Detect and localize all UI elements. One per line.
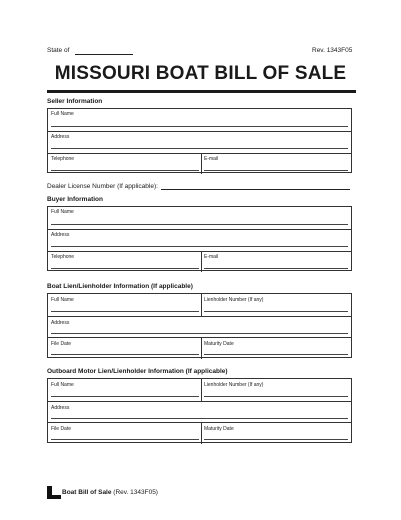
document-title: MISSOURI BOAT BILL OF SALE	[54, 63, 347, 84]
seller-contact-row	[48, 153, 351, 174]
seller-telephone-label: Telephone	[51, 156, 75, 162]
boat-lien-dates-row	[48, 337, 351, 359]
boat-lien-file-date-label: File Date	[51, 341, 72, 347]
buyer-full-name-field[interactable]	[51, 224, 348, 225]
boat-lien-number-field[interactable]	[204, 311, 348, 312]
motor-lien-address-row	[48, 401, 351, 423]
boat-lien-maturity-date-label: Maturity Date	[204, 341, 234, 347]
seller-info-box	[47, 108, 352, 173]
buyer-contact-row	[48, 251, 351, 272]
motor-lien-dates-row	[48, 422, 351, 444]
buyer-telephone-field[interactable]	[51, 268, 199, 269]
footer-doc-title	[62, 489, 158, 496]
boat-lien-address-field[interactable]	[51, 333, 348, 334]
motor-lien-dates-divider	[201, 423, 202, 444]
seller-email-label: E-mail	[204, 156, 219, 162]
boat-lien-address-row	[48, 316, 351, 338]
seller-full-name-field[interactable]	[51, 126, 348, 127]
boat-lien-box	[47, 293, 352, 358]
seller-address-field[interactable]	[51, 148, 348, 149]
motor-lien-name-row	[48, 379, 351, 401]
seller-email-field[interactable]	[204, 170, 348, 171]
footer-doc-name: Boat Bill of Sale	[62, 489, 112, 496]
motor-lien-address-label: Address	[51, 405, 70, 411]
revision-number: Rev. 1343F05	[312, 47, 353, 54]
motor-lien-file-date-label: File Date	[51, 426, 72, 432]
buyer-telephone-label: Telephone	[51, 254, 75, 260]
buyer-full-name-row	[48, 207, 351, 229]
dealer-license-field[interactable]	[161, 189, 350, 190]
seller-address-row	[48, 131, 351, 154]
footer-doc-code: (Rev. 1343F05)	[113, 489, 158, 496]
buyer-full-name-label: Full Name	[51, 209, 74, 215]
buyer-address-field[interactable]	[51, 246, 348, 247]
buyer-email-label: E-mail	[204, 254, 219, 260]
boat-lien-dates-divider	[201, 338, 202, 359]
title-divider	[47, 90, 356, 93]
seller-address-label: Address	[51, 134, 70, 140]
boat-lien-address-label: Address	[51, 320, 70, 326]
buyer-address-label: Address	[51, 232, 70, 238]
motor-lien-full-name-label: Full Name	[51, 382, 74, 388]
motor-lien-file-date-field[interactable]	[51, 439, 199, 440]
motor-lien-heading: Outboard Motor Lien/Lienholder Information (If applicable)	[47, 368, 228, 375]
boat-lien-full-name-label: Full Name	[51, 297, 74, 303]
buyer-info-box	[47, 206, 352, 271]
boat-lien-full-name-field[interactable]	[51, 311, 199, 312]
boat-lien-heading: Boat Lien/Lienholder Information (If applicable)	[47, 283, 193, 290]
seller-full-name-row	[48, 109, 351, 131]
boat-lien-name-row	[48, 294, 351, 316]
buyer-heading: Buyer Information	[47, 196, 103, 203]
motor-lien-full-name-field[interactable]	[51, 396, 199, 397]
motor-lien-maturity-date-label: Maturity Date	[204, 426, 234, 432]
motor-lien-address-field[interactable]	[51, 418, 348, 419]
state-field[interactable]	[75, 54, 133, 55]
boat-lien-number-label: Lienholder Number (If any)	[204, 297, 264, 303]
boat-lien-file-date-field[interactable]	[51, 354, 199, 355]
boat-lien-name-divider	[201, 294, 202, 316]
buyer-address-row	[48, 229, 351, 252]
seller-full-name-label: Full Name	[51, 111, 74, 117]
buyer-contact-divider	[201, 252, 202, 272]
seller-heading: Seller Information	[47, 98, 103, 105]
boat-lien-maturity-date-field[interactable]	[204, 354, 348, 355]
seller-telephone-field[interactable]	[51, 170, 199, 171]
motor-lien-box	[47, 378, 352, 443]
buyer-email-field[interactable]	[204, 268, 348, 269]
motor-lien-name-divider	[201, 379, 202, 401]
brand-logo-icon	[47, 486, 61, 499]
seller-contact-divider	[201, 154, 202, 174]
motor-lien-number-field[interactable]	[204, 396, 348, 397]
motor-lien-maturity-date-field[interactable]	[204, 439, 348, 440]
state-label: State of	[47, 47, 70, 54]
motor-lien-number-label: Lienholder Number (If any)	[204, 382, 264, 388]
dealer-license-label: Dealer License Number (If applicable):	[47, 183, 158, 190]
